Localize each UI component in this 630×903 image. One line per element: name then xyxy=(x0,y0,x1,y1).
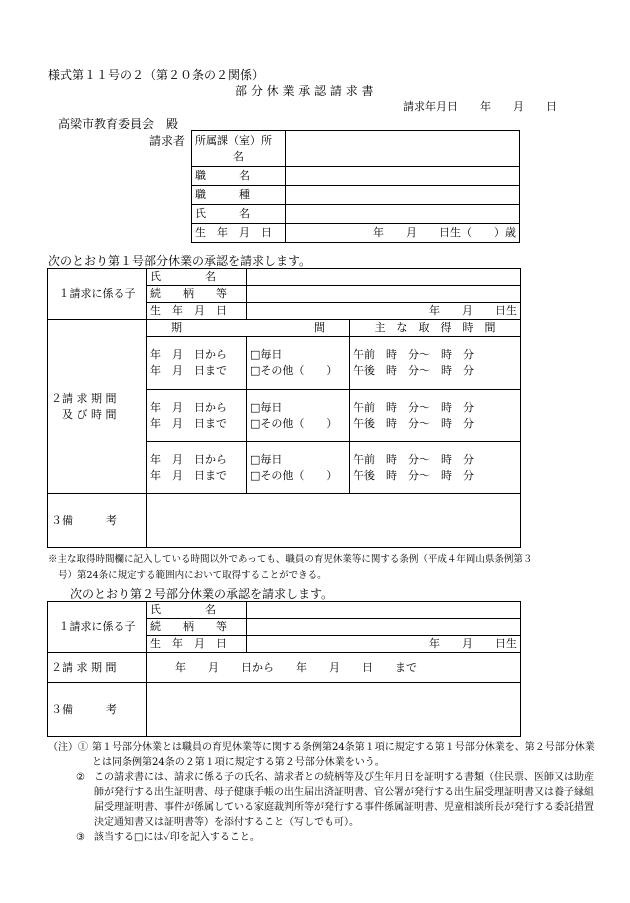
checkbox-daily-2: □毎日 xyxy=(250,400,283,414)
section1-note-line1: ※主な取得時間欄に記入している時間以外であっても、職員の育児休業等に関する条例（平成４年岡山県条例第３ xyxy=(48,554,533,565)
note-1-text: 第１号部分休業とは職員の育児休業等に関する条例第24条第１項に規定する第１号部分休業を、第２号部分休業とは同条例第24条の２第１項に規定する第２号部分休業をいう。 xyxy=(92,742,595,768)
period-days-3[interactable] xyxy=(247,442,350,494)
section2-intro: 次のとおり第２号部分休業の承認を請求します。 xyxy=(70,587,334,601)
dept-label: 所属課（室）所 名 xyxy=(192,131,286,167)
s1-remarks-label: ３備 考 xyxy=(48,494,147,548)
s2-child-relation-label: 続 柄 等 xyxy=(147,619,247,636)
birth-label: 生 年 月 日 xyxy=(192,224,286,243)
s2-period-label: ２請 求 期 間 xyxy=(48,653,147,683)
s2-child-name-field[interactable] xyxy=(247,602,521,619)
section1-intro: 次のとおり第１号部分休業の承認を請求します。 xyxy=(48,254,312,268)
s2-child-name-label: 氏 名 xyxy=(147,602,247,619)
s1-child-label: １請求に係る子 xyxy=(48,269,147,320)
s1-child-name-field[interactable] xyxy=(247,269,521,286)
section2-table xyxy=(47,601,521,737)
section1-table xyxy=(47,268,521,548)
note-1 xyxy=(48,740,596,770)
job-type-field[interactable] xyxy=(286,186,520,205)
checkbox-other-3: □その他（ ） xyxy=(250,468,338,482)
note-1-mark: （注）① xyxy=(48,742,88,753)
note-2 xyxy=(48,770,596,830)
name-label: 氏 名 xyxy=(192,205,286,224)
job-type-label: 職 種 xyxy=(192,186,286,205)
position-field[interactable] xyxy=(286,167,520,186)
section1-note-line2: 号）第24条に規定する範囲内において取得することができる。 xyxy=(58,570,327,581)
period-dates-3[interactable]: 年 月 日から 年 月 日まで xyxy=(147,442,247,494)
checkbox-other-2: □その他（ ） xyxy=(250,416,338,430)
s1-child-name-label: 氏 名 xyxy=(147,269,247,286)
s1-child-relation-label: 続 柄 等 xyxy=(147,286,247,303)
period-times-1[interactable]: 午前 時 分～ 時 分 午後 時 分～ 時 分 xyxy=(350,337,521,390)
s1-period-label: ２請 求 期 間 及 び 時 間 xyxy=(48,320,147,494)
s1-col-period: 期 間 xyxy=(147,320,350,337)
s2-child-birth-label: 生 年 月 日 xyxy=(147,636,247,653)
position-label: 職 名 xyxy=(192,167,286,186)
s2-remarks-field[interactable] xyxy=(147,683,521,737)
page-title: 部 分 休 業 承 認 請 求 書 xyxy=(235,84,374,98)
period-times-2[interactable]: 午前 時 分～ 時 分 午後 時 分～ 時 分 xyxy=(350,390,521,442)
period-dates-2[interactable]: 年 月 日から 年 月 日まで xyxy=(147,390,247,442)
s1-remarks-field[interactable] xyxy=(147,494,521,548)
s1-child-birth-field[interactable]: 年 月 日生 xyxy=(247,303,521,320)
s1-child-relation-field[interactable] xyxy=(247,286,521,303)
period-days-1[interactable] xyxy=(247,337,350,390)
checkbox-other-1: □その他（ ） xyxy=(250,364,338,377)
request-date: 請求年月日 年 月 日 xyxy=(403,100,557,113)
period-times-3[interactable]: 午前 時 分～ 時 分 午後 時 分～ 時 分 xyxy=(350,442,521,494)
s2-child-relation-field[interactable] xyxy=(247,619,521,636)
requester-label: 請求者 xyxy=(149,134,186,148)
period-days-2[interactable] xyxy=(247,390,350,442)
s2-child-label: １請求に係る子 xyxy=(48,602,147,653)
note-2-text: この請求書には、請求に係る子の氏名、請求者との続柄等及び生年月日を証明する書類（住民票、医師又は助産師が発行する出生証明書、母子健康手帳の出生届出済証明書、官公署が発行する出生届受理証明書又は養子縁組届受理証明書、事件が係属している家庭裁判所等が発行する事件係属証明書、児童相談所長が発行する委託措置決定通知書又は証明書等）を添付すること（写しでも可）。 xyxy=(94,772,594,828)
s1-child-birth-label: 生 年 月 日 xyxy=(147,303,247,320)
checkbox-daily-3: □毎日 xyxy=(250,452,283,466)
notes xyxy=(48,740,596,845)
form-number: 様式第１１号の２（第２０条の２関係） xyxy=(48,68,265,82)
period-dates-1[interactable]: 年 月 日から 年 月 日まで xyxy=(147,337,247,390)
note-3 xyxy=(48,830,596,845)
note-2-mark: ② xyxy=(76,772,85,783)
s1-col-time: 主 な 取 得 時 間 xyxy=(350,320,521,337)
name-field[interactable] xyxy=(286,205,520,224)
requester-table xyxy=(191,130,520,243)
s2-child-birth-field[interactable]: 年 月 日生 xyxy=(247,636,521,653)
note-3-text: 該当する□には✓印を記入すること。 xyxy=(94,832,260,843)
birth-field[interactable]: 年 月 日生（ ）歳 xyxy=(286,224,520,243)
addressee: 高梁市教育委員会 殿 xyxy=(58,117,179,131)
note-3-mark: ③ xyxy=(76,832,85,843)
s2-remarks-label: ３備 考 xyxy=(48,683,147,737)
checkbox-daily-1: □毎日 xyxy=(250,348,283,361)
s2-period-field[interactable]: 年 月 日から 年 月 日 まで xyxy=(147,653,521,683)
dept-field[interactable] xyxy=(286,131,520,167)
